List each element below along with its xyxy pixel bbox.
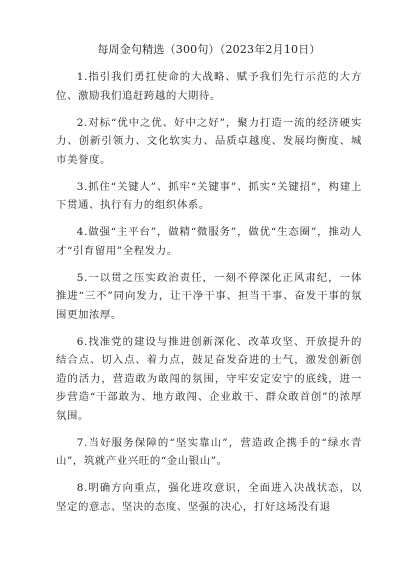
paragraph-8: 8.明确方向重点，强化进攻意识，全面进入决战状态，以坚定的意志、坚决的态度、坚强的决心，打好这场没有退	[56, 482, 362, 513]
paragraph-6: 6.找准党的建设与推进创新深化、改革攻坚、开放提升的结合点、切入点、着力点，鼓足奋发奋进的士气，激发创新创造的活力，营造敢为敢闯的氛围，守牢安定安宁的底线，进一步营造“干部敢为、地方敢闯、企业敢干、群众敢首创”的浓厚氛围。	[56, 335, 362, 422]
paragraph-3: 3.抓住“关键人”、抓牢“关键事”、抓实“关键招”，构建上下贯通、执行有力的组织体系。	[56, 180, 362, 211]
paragraph-1: 1.指引我们勇扛使命的大战略、赋予我们先行示范的大方位、激励我们追赶跨越的大期待。	[56, 71, 362, 102]
paragraph-5: 5.一以贯之压实政治责任，一刻不停深化正风肃纪，一体推进“三不”同向发力，让干净干事、担当干事、奋发干事的氛围更加浓厚。	[56, 271, 362, 321]
paragraph-7: 7.当好服务保障的“坚实靠山”，营造政企携手的“绿水青山”，筑就产业兴旺的“金山银山”。	[56, 436, 362, 467]
paragraph-4: 4.做强“主平台”，做精“微服务”，做优“生态圈”，推动人才“引育留用”全程发力。	[56, 226, 362, 257]
document-title: 每周金句精选（300句）（2023年2月10日）	[97, 43, 321, 56]
paragraph-2: 2.对标“优中之优、好中之好”，聚力打造一流的经济硬实力、创新引领力、文化软实力、品质卓越度、发展均衡度、城市美誉度。	[56, 116, 362, 166]
document-body	[56, 42, 362, 525]
